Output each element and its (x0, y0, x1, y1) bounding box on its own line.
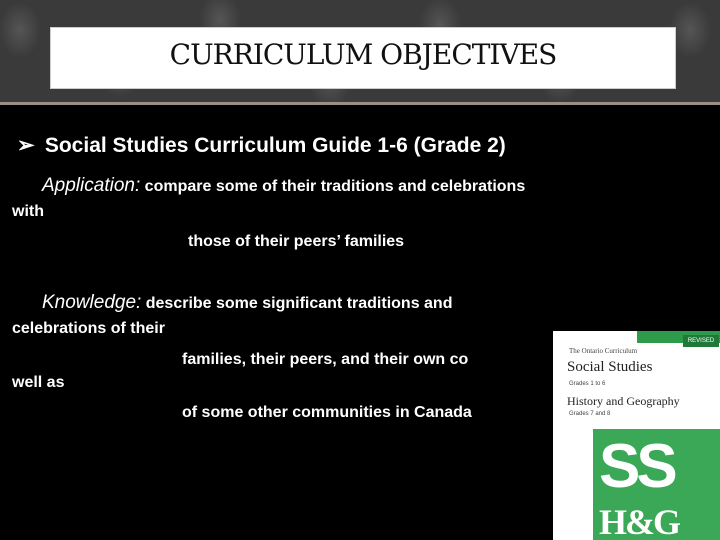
knowledge-line (42, 292, 452, 314)
arrow-bullet-icon: ➢ (17, 134, 35, 157)
book-logo-ss: SS (599, 432, 674, 501)
knowledge-text-1: describe some significant traditions and (141, 295, 453, 312)
book-badge: REVISED (683, 335, 719, 347)
application-term: Application: (42, 175, 141, 196)
knowledge-text-2: celebrations of their (12, 320, 165, 337)
knowledge-text-4: well as (12, 374, 65, 391)
bullet-text: Social Studies Curriculum Guide 1-6 (Grade 2) (44, 134, 506, 157)
knowledge-text-5: of some other communities in Canada (182, 404, 472, 421)
book-subtitle-1: Grades 1 to 6 (569, 381, 606, 387)
knowledge-term: Knowledge: (42, 292, 142, 313)
application-text-3: those of their peers’ families (188, 233, 405, 250)
slide-title: CURRICULUM OBJECTIVES (169, 38, 557, 71)
bullet-heading (17, 133, 506, 158)
knowledge-text-3: families, their peers, and their own co (182, 351, 469, 368)
application-line (42, 175, 525, 197)
book-title-1: Social Studies (567, 359, 653, 375)
book-series: The Ontario Curriculum (569, 347, 638, 355)
header-divider (0, 102, 720, 105)
book-subtitle-2: Grades 7 and 8 (569, 411, 611, 417)
title-box (50, 27, 676, 89)
application-text-2: with (12, 203, 44, 220)
application-text-1: compare some of their traditions and celebrations (140, 178, 526, 195)
book-title-2: History and Geography (567, 394, 680, 408)
curriculum-book-cover (553, 331, 720, 540)
book-logo-hg: H&G (599, 502, 679, 540)
